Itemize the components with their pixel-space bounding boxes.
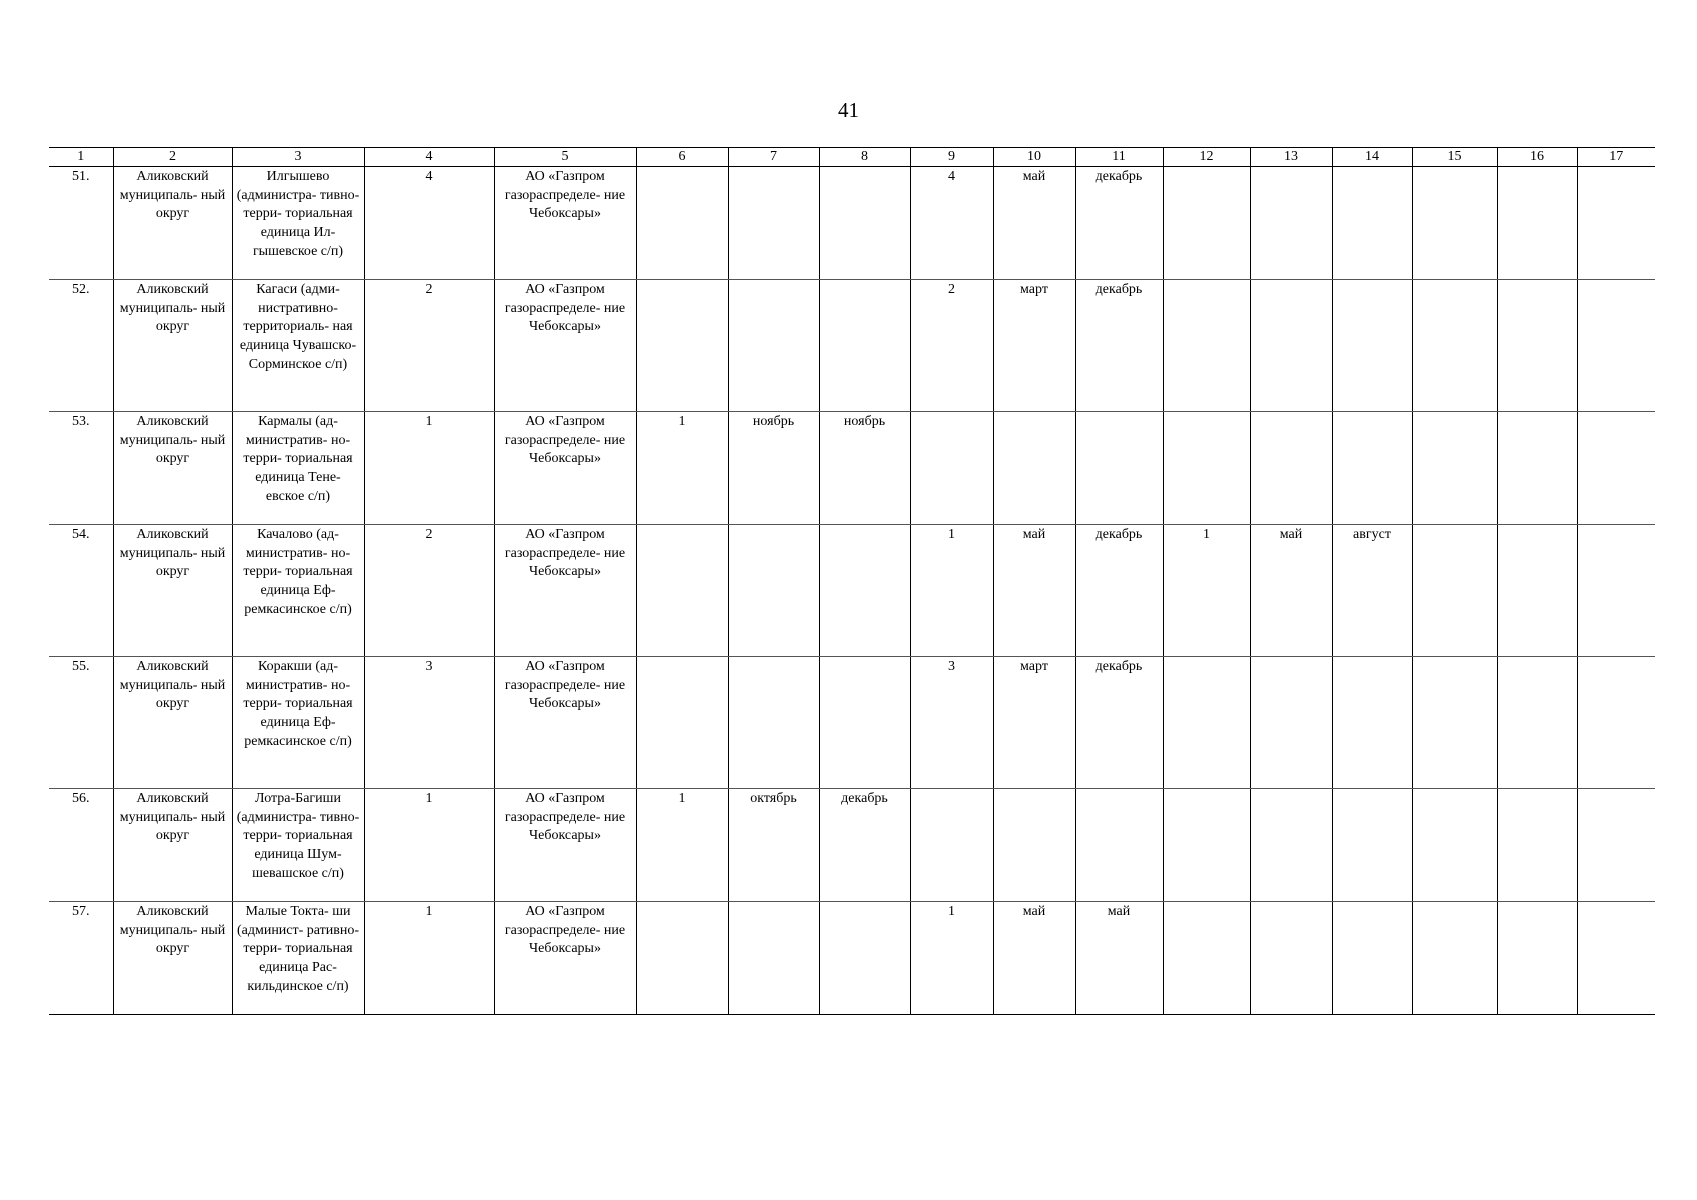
column-header: 13 — [1250, 148, 1332, 167]
column-header: 1 — [49, 148, 113, 167]
col15-cell — [1412, 789, 1497, 902]
column-header: 15 — [1412, 148, 1497, 167]
organization-cell: АО «Газпром газораспределе- ние Чебоксары» — [494, 280, 636, 412]
col17-cell — [1577, 789, 1655, 902]
col13-cell — [1250, 280, 1332, 412]
column-header: 3 — [232, 148, 364, 167]
col7-cell — [728, 657, 819, 789]
col12-cell: 1 — [1163, 525, 1250, 657]
table-row — [49, 657, 1655, 789]
col14-cell — [1332, 167, 1412, 280]
col8-cell — [819, 280, 910, 412]
table-row — [49, 789, 1655, 902]
settlement-cell: Илгышево (администра- тивно-терри- ториальная единица Ил- гышевское с/п) — [232, 167, 364, 280]
col12-cell — [1163, 280, 1250, 412]
district-cell: Аликовский муниципаль- ный округ — [113, 657, 232, 789]
col9-cell: 3 — [910, 657, 993, 789]
district-cell: Аликовский муниципаль- ный округ — [113, 525, 232, 657]
col14-cell — [1332, 657, 1412, 789]
col6-cell — [636, 525, 728, 657]
column-header: 12 — [1163, 148, 1250, 167]
col10-cell: март — [993, 657, 1075, 789]
col7-cell — [728, 525, 819, 657]
col16-cell — [1497, 525, 1577, 657]
col12-cell — [1163, 657, 1250, 789]
count-cell: 1 — [364, 789, 494, 902]
col8-cell — [819, 167, 910, 280]
col17-cell — [1577, 280, 1655, 412]
column-header: 9 — [910, 148, 993, 167]
settlement-cell: Качалово (ад- министратив- но-терри- ториальная единица Еф- ремкасинское с/п) — [232, 525, 364, 657]
col7-cell: октябрь — [728, 789, 819, 902]
district-cell: Аликовский муниципаль- ный округ — [113, 789, 232, 902]
table-row — [49, 902, 1655, 1015]
col14-cell: август — [1332, 525, 1412, 657]
column-header: 4 — [364, 148, 494, 167]
col8-cell — [819, 525, 910, 657]
column-header: 7 — [728, 148, 819, 167]
col11-cell: декабрь — [1075, 280, 1163, 412]
organization-cell: АО «Газпром газораспределе- ние Чебоксары» — [494, 167, 636, 280]
column-header: 8 — [819, 148, 910, 167]
col16-cell — [1497, 412, 1577, 525]
col12-cell — [1163, 902, 1250, 1015]
col6-cell — [636, 280, 728, 412]
count-cell: 3 — [364, 657, 494, 789]
settlement-cell: Кармалы (ад- министратив- но-терри- ториальная единица Тене- евское с/п) — [232, 412, 364, 525]
col16-cell — [1497, 657, 1577, 789]
col8-cell — [819, 657, 910, 789]
col9-cell — [910, 789, 993, 902]
col11-cell — [1075, 789, 1163, 902]
col13-cell — [1250, 789, 1332, 902]
col8-cell: ноябрь — [819, 412, 910, 525]
organization-cell: АО «Газпром газораспределе- ние Чебоксары» — [494, 789, 636, 902]
col7-cell — [728, 167, 819, 280]
column-header: 14 — [1332, 148, 1412, 167]
settlement-cell: Лотра-Багиши (администра- тивно-терри- ториальная единица Шум- шевашское с/п) — [232, 789, 364, 902]
col7-cell — [728, 902, 819, 1015]
count-cell: 1 — [364, 412, 494, 525]
col15-cell — [1412, 657, 1497, 789]
column-header: 16 — [1497, 148, 1577, 167]
col14-cell — [1332, 280, 1412, 412]
col12-cell — [1163, 167, 1250, 280]
row-number-cell: 53. — [49, 412, 113, 525]
district-cell: Аликовский муниципаль- ный округ — [113, 167, 232, 280]
col15-cell — [1412, 525, 1497, 657]
count-cell: 1 — [364, 902, 494, 1015]
organization-cell: АО «Газпром газораспределе- ние Чебоксары» — [494, 902, 636, 1015]
row-number-cell: 57. — [49, 902, 113, 1015]
settlement-cell: Малые Токта- ши (админист- ративно-терри- ториальная единица Рас- кильдинское с/п) — [232, 902, 364, 1015]
page-number: 41 — [838, 98, 859, 122]
table-row — [49, 280, 1655, 412]
column-number-row — [49, 148, 1655, 167]
col13-cell: май — [1250, 525, 1332, 657]
col11-cell: декабрь — [1075, 167, 1163, 280]
col16-cell — [1497, 902, 1577, 1015]
col11-cell — [1075, 412, 1163, 525]
row-number-cell: 51. — [49, 167, 113, 280]
table-row — [49, 412, 1655, 525]
col17-cell — [1577, 167, 1655, 280]
col14-cell — [1332, 789, 1412, 902]
col11-cell: май — [1075, 902, 1163, 1015]
col12-cell — [1163, 412, 1250, 525]
col8-cell: декабрь — [819, 789, 910, 902]
count-cell: 2 — [364, 525, 494, 657]
column-header: 10 — [993, 148, 1075, 167]
row-number-cell: 55. — [49, 657, 113, 789]
col14-cell — [1332, 412, 1412, 525]
column-header: 2 — [113, 148, 232, 167]
district-cell: Аликовский муниципаль- ный округ — [113, 280, 232, 412]
col10-cell: май — [993, 902, 1075, 1015]
schedule-table — [49, 147, 1655, 1015]
col9-cell: 1 — [910, 902, 993, 1015]
col16-cell — [1497, 280, 1577, 412]
col6-cell — [636, 902, 728, 1015]
column-header: 6 — [636, 148, 728, 167]
col7-cell — [728, 280, 819, 412]
col13-cell — [1250, 167, 1332, 280]
col6-cell — [636, 167, 728, 280]
row-number-cell: 54. — [49, 525, 113, 657]
col7-cell: ноябрь — [728, 412, 819, 525]
col16-cell — [1497, 789, 1577, 902]
col15-cell — [1412, 412, 1497, 525]
column-header: 11 — [1075, 148, 1163, 167]
col17-cell — [1577, 902, 1655, 1015]
col9-cell: 2 — [910, 280, 993, 412]
col9-cell — [910, 412, 993, 525]
table-row — [49, 167, 1655, 280]
column-header: 17 — [1577, 148, 1655, 167]
count-cell: 4 — [364, 167, 494, 280]
col16-cell — [1497, 167, 1577, 280]
col12-cell — [1163, 789, 1250, 902]
table-row — [49, 525, 1655, 657]
col6-cell: 1 — [636, 412, 728, 525]
col9-cell: 4 — [910, 167, 993, 280]
organization-cell: АО «Газпром газораспределе- ние Чебоксары» — [494, 525, 636, 657]
row-number-cell: 52. — [49, 280, 113, 412]
col14-cell — [1332, 902, 1412, 1015]
organization-cell: АО «Газпром газораспределе- ние Чебоксары» — [494, 412, 636, 525]
col8-cell — [819, 902, 910, 1015]
settlement-cell: Коракши (ад- министратив- но-терри- ториальная единица Еф- ремкасинское с/п) — [232, 657, 364, 789]
count-cell: 2 — [364, 280, 494, 412]
col10-cell: май — [993, 167, 1075, 280]
district-cell: Аликовский муниципаль- ный округ — [113, 412, 232, 525]
col13-cell — [1250, 412, 1332, 525]
col15-cell — [1412, 167, 1497, 280]
row-number-cell: 56. — [49, 789, 113, 902]
col17-cell — [1577, 525, 1655, 657]
col15-cell — [1412, 902, 1497, 1015]
col11-cell: декабрь — [1075, 525, 1163, 657]
col11-cell: декабрь — [1075, 657, 1163, 789]
col9-cell: 1 — [910, 525, 993, 657]
col17-cell — [1577, 657, 1655, 789]
settlement-cell: Кагаси (адми- нистративно- территориаль- ная единица Чувашско- Сорминское с/п) — [232, 280, 364, 412]
col10-cell: май — [993, 525, 1075, 657]
column-header: 5 — [494, 148, 636, 167]
col17-cell — [1577, 412, 1655, 525]
col10-cell: март — [993, 280, 1075, 412]
col15-cell — [1412, 280, 1497, 412]
col13-cell — [1250, 657, 1332, 789]
col13-cell — [1250, 902, 1332, 1015]
col6-cell — [636, 657, 728, 789]
organization-cell: АО «Газпром газораспределе- ние Чебоксары» — [494, 657, 636, 789]
district-cell: Аликовский муниципаль- ный округ — [113, 902, 232, 1015]
col10-cell — [993, 412, 1075, 525]
col10-cell — [993, 789, 1075, 902]
col6-cell: 1 — [636, 789, 728, 902]
